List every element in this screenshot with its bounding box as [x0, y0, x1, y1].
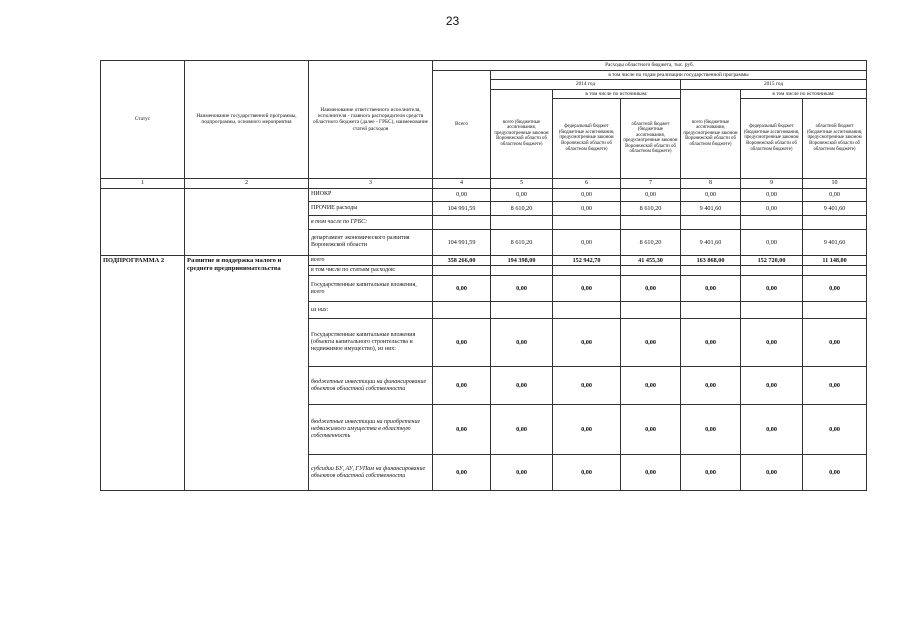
value-cell: 0,00: [741, 455, 803, 491]
value-cell: 0,00: [741, 405, 803, 455]
value-cell: 0,00: [553, 319, 621, 367]
empty-cell: [433, 215, 491, 229]
value-cell: 358 266,00: [433, 255, 491, 265]
empty-cell: [621, 302, 681, 319]
value-cell: 0,00: [491, 188, 553, 201]
budget-table: [100, 60, 867, 491]
value-cell: 0,00: [553, 188, 621, 201]
value-cell: 9 401,60: [803, 229, 867, 255]
empty-cell: [491, 215, 553, 229]
value-cell: 0,00: [553, 405, 621, 455]
row-label: субсидии БУ, АУ, ГУПам на финансирование объектов областной собственности: [309, 455, 433, 491]
value-cell: 0,00: [433, 188, 491, 201]
empty-cell: [681, 215, 741, 229]
value-cell: 8 610,20: [491, 201, 553, 215]
value-cell: 0,00: [741, 201, 803, 215]
value-cell: 9 401,60: [803, 201, 867, 215]
value-cell: 0,00: [621, 367, 681, 405]
row-label: бюджетные инвестиции на приобретение недвижимого имущества в областную собственность: [309, 405, 433, 455]
value-cell: 0,00: [681, 276, 741, 302]
value-cell: 0,00: [621, 455, 681, 491]
empty-name-cell: [185, 188, 309, 255]
value-cell: 0,00: [433, 367, 491, 405]
empty-cell: [621, 266, 681, 276]
header-by-years: в том числе по годам реализации государственной программы: [491, 71, 867, 80]
empty-cell: [741, 302, 803, 319]
value-cell: 8 610,20: [491, 229, 553, 255]
header-total: Всего: [433, 71, 491, 179]
subprogram-name: Развитие и поддержка малого и среднего предпринимательства: [185, 255, 309, 490]
value-cell: 0,00: [433, 319, 491, 367]
value-cell: 0,00: [803, 455, 867, 491]
value-cell: 104 991,59: [433, 201, 491, 215]
value-cell: 152 942,70: [553, 255, 621, 265]
grbs-label: в том числе по ГРБС:: [309, 215, 433, 229]
column-number-row: [101, 178, 867, 188]
value-cell: 0,00: [741, 188, 803, 201]
value-cell: 152 720,00: [741, 255, 803, 265]
column-number: 6: [553, 178, 621, 188]
value-cell: 0,00: [681, 405, 741, 455]
department-label: департамент экономического развития Воронежской области: [309, 229, 433, 255]
row-label: НИОКР: [309, 188, 433, 201]
value-cell: 0,00: [553, 455, 621, 491]
header-regional-2015: областной бюджет (бюджетные ассигнования, предусмотренные законом Воронежской области об областном бюджете): [803, 98, 867, 178]
header-federal-2014: федеральный бюджет (бюджетные ассигнования, предусмотренные законом Воронежской области об областном бюджете): [553, 98, 621, 178]
value-cell: 0,00: [491, 319, 553, 367]
value-cell: 0,00: [553, 201, 621, 215]
row-label: ПРОЧИЕ расходы: [309, 201, 433, 215]
empty-cell: [681, 302, 741, 319]
column-number: 10: [803, 178, 867, 188]
empty-status-cell: [101, 188, 185, 255]
page-number: 23: [445, 14, 460, 28]
value-cell: 0,00: [491, 276, 553, 302]
subprogram-status: ПОДПРОГРАММА 2: [101, 255, 185, 490]
header-total-budget-2015: всего (бюджетные ассигнования, предусмотренные законом Воронежской области об областном бюджете): [681, 89, 741, 178]
value-cell: 9 401,60: [681, 201, 741, 215]
value-cell: 0,00: [621, 319, 681, 367]
table-row: [101, 255, 867, 265]
header-executor: Наименование ответственного исполнителя, исполнителя - главного распорядителя средств областного бюджета (далее - ГРБС), наименование статей расходов: [309, 61, 433, 179]
header-status: Статус: [101, 61, 185, 179]
value-cell: 104 991,59: [433, 229, 491, 255]
total-label: всего: [309, 255, 433, 265]
header-year-2014: 2014 год: [491, 80, 681, 89]
header-regional-2014: областной бюджет (бюджетные ассигнования, предусмотренные законом Воронежской области об областном бюджете): [621, 98, 681, 178]
column-number: 5: [491, 178, 553, 188]
value-cell: 0,00: [681, 367, 741, 405]
value-cell: 0,00: [553, 229, 621, 255]
row-label: бюджетные инвестиции на финансирование объектов областной собственности: [309, 367, 433, 405]
value-cell: 0,00: [621, 405, 681, 455]
empty-cell: [803, 302, 867, 319]
value-cell: 0,00: [803, 367, 867, 405]
value-cell: 0,00: [491, 455, 553, 491]
header-budget-expenses: Расходы областного бюджета, тыс. руб.: [433, 61, 867, 71]
empty-cell: [741, 215, 803, 229]
header-year-2015: 2015 год: [681, 80, 867, 89]
value-cell: 0,00: [681, 188, 741, 201]
value-cell: 163 868,00: [681, 255, 741, 265]
value-cell: 41 455,30: [621, 255, 681, 265]
value-cell: 0,00: [621, 188, 681, 201]
value-cell: 0,00: [741, 276, 803, 302]
column-number: 2: [185, 178, 309, 188]
empty-cell: [803, 266, 867, 276]
value-cell: 194 398,00: [491, 255, 553, 265]
column-number: 4: [433, 178, 491, 188]
header-total-budget-2014: всего (бюджетные ассигнования, предусмотренные законом Воронежской области об областном бюджете): [491, 89, 553, 178]
value-cell: 0,00: [553, 276, 621, 302]
header-program-name: Наименование государственной программы, подпрограммы, основного мероприятия: [185, 61, 309, 179]
value-cell: 0,00: [741, 319, 803, 367]
empty-cell: [491, 266, 553, 276]
value-cell: 0,00: [803, 405, 867, 455]
value-cell: 0,00: [741, 229, 803, 255]
value-cell: 11 148,00: [803, 255, 867, 265]
empty-cell: [491, 302, 553, 319]
column-number: 7: [621, 178, 681, 188]
by-articles-label: в том числе по статьям расходов:: [309, 266, 433, 276]
value-cell: 0,00: [803, 276, 867, 302]
table-row: [101, 188, 867, 201]
row-label: Государственные капитальные вложения, всего: [309, 276, 433, 302]
empty-cell: [621, 215, 681, 229]
value-cell: 0,00: [491, 405, 553, 455]
value-cell: 0,00: [681, 455, 741, 491]
value-cell: 0,00: [553, 367, 621, 405]
value-cell: 0,00: [433, 276, 491, 302]
value-cell: 0,00: [433, 405, 491, 455]
empty-cell: [741, 266, 803, 276]
empty-cell: [681, 266, 741, 276]
empty-cell: [553, 266, 621, 276]
header-by-sources-2015: в том числе по источникам:: [741, 89, 867, 98]
empty-cell: [803, 215, 867, 229]
value-cell: 8 610,20: [621, 201, 681, 215]
value-cell: 0,00: [741, 367, 803, 405]
row-label: из них:: [309, 302, 433, 319]
column-number: 8: [681, 178, 741, 188]
value-cell: 0,00: [491, 367, 553, 405]
column-number: 1: [101, 178, 185, 188]
header-federal-2015: федеральный бюджет (бюджетные ассигнования, предусмотренные законом Воронежской области об областном бюджете): [741, 98, 803, 178]
empty-cell: [433, 302, 491, 319]
value-cell: 0,00: [681, 319, 741, 367]
empty-cell: [433, 266, 491, 276]
header-by-sources-2014: в том числе по источникам:: [553, 89, 681, 98]
value-cell: 0,00: [621, 276, 681, 302]
value-cell: 0,00: [433, 455, 491, 491]
value-cell: 0,00: [803, 188, 867, 201]
value-cell: 9 401,60: [681, 229, 741, 255]
row-label: Государственные капитальные вложения (объекты капитального строительства и недвижимое имущество), из них:: [309, 319, 433, 367]
value-cell: 8 610,20: [621, 229, 681, 255]
column-number: 3: [309, 178, 433, 188]
empty-cell: [553, 302, 621, 319]
value-cell: 0,00: [803, 319, 867, 367]
empty-cell: [553, 215, 621, 229]
column-number: 9: [741, 178, 803, 188]
